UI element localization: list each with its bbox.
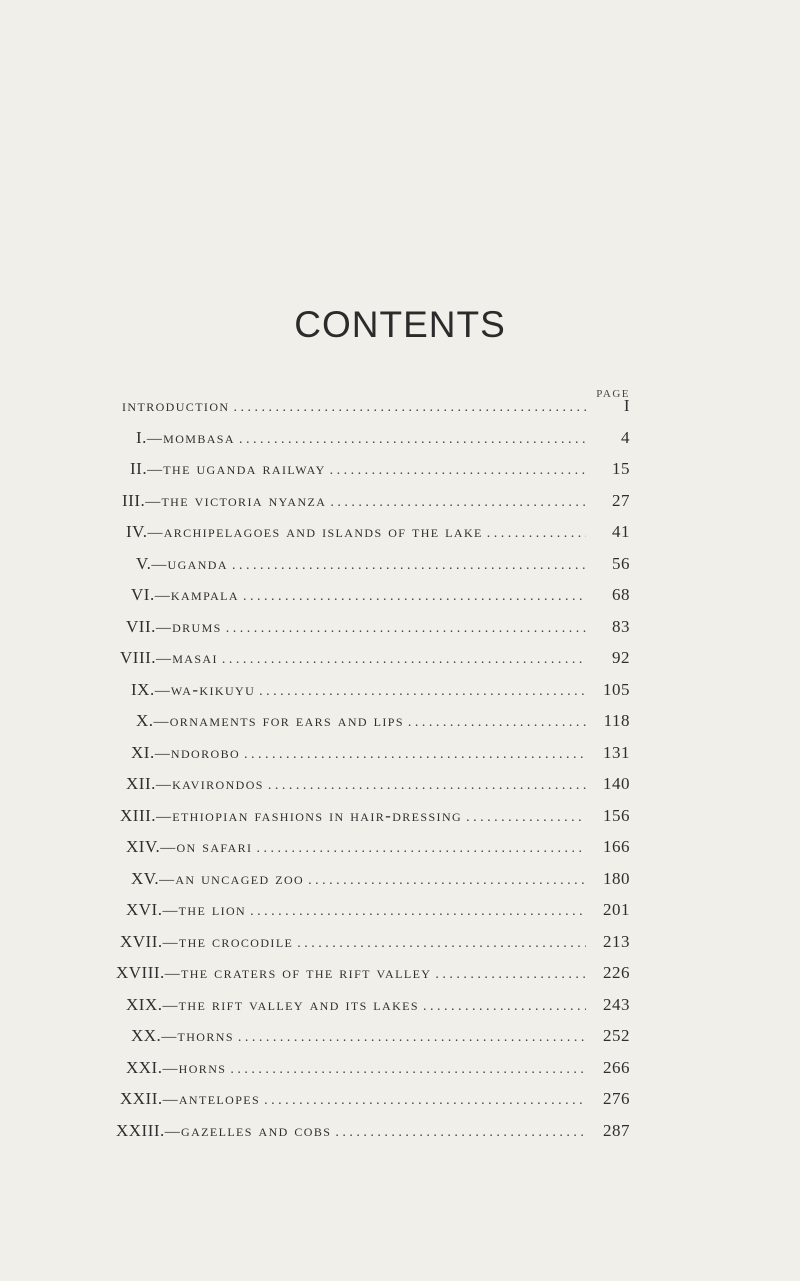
dot-leader: [297, 936, 586, 952]
em-dash: —: [159, 871, 176, 888]
em-dash: —: [162, 934, 179, 951]
chapter-title: the rift valley and its lakes: [178, 994, 419, 1014]
chapter-title: drums: [172, 616, 222, 636]
chapter-title: antelopes: [178, 1089, 261, 1108]
page-number: 15: [612, 459, 630, 478]
chapter-title: masai: [172, 648, 218, 667]
page-number: 201: [603, 900, 630, 919]
dot-leader: [423, 999, 586, 1015]
em-dash: —: [153, 714, 170, 730]
chapter-number: II.: [130, 459, 148, 478]
chapter-title: thorns: [177, 1026, 234, 1045]
dot-leader: [232, 558, 586, 574]
toc-entry: [126, 837, 630, 869]
chapter-title: kavirondos: [172, 774, 264, 793]
toc-entry: [116, 1121, 630, 1153]
toc-entry: [126, 995, 630, 1027]
page-number: 92: [612, 648, 630, 667]
page-number: 118: [603, 711, 630, 730]
chapter-number: XV.: [131, 868, 160, 888]
toc-entry: [126, 1058, 630, 1090]
em-dash: —: [147, 525, 164, 541]
dot-leader: [435, 967, 586, 983]
chapter-number: XI.: [131, 742, 155, 762]
toc-entry: [131, 1026, 630, 1058]
chapter-number: X.: [136, 711, 154, 730]
chapter-title: mombasa: [163, 427, 235, 447]
page-number: 41: [612, 522, 630, 541]
chapter-number: VIII.: [120, 648, 157, 667]
chapter-title: the lion: [178, 900, 247, 919]
toc-entry: [131, 743, 630, 775]
dot-leader: [250, 904, 586, 920]
em-dash: —: [154, 588, 171, 604]
em-dash: —: [151, 556, 168, 573]
em-dash: —: [160, 840, 177, 856]
toc-entry: [136, 711, 630, 743]
em-dash: —: [164, 1123, 181, 1140]
chapter-number: XXIII.: [116, 1120, 165, 1140]
em-dash: —: [162, 997, 179, 1014]
dot-leader: [466, 810, 586, 826]
em-dash: —: [155, 777, 173, 793]
chapter-title: archipelagoes and islands of the lake: [163, 522, 483, 541]
chapter-number: XIV.: [126, 837, 161, 856]
toc-entry: [126, 900, 630, 932]
dot-leader: [226, 621, 586, 637]
page-column-label: PAGE: [596, 388, 630, 400]
toc-entry: [122, 491, 630, 523]
dot-leader: [308, 873, 586, 889]
chapter-title: ndorobo: [170, 742, 241, 762]
chapter-title: ethiopian fashions in hair-dressing: [172, 805, 463, 825]
page-number: 276: [603, 1089, 630, 1108]
toc-entry: [131, 585, 630, 617]
page-number: 156: [603, 805, 630, 825]
em-dash: —: [156, 651, 173, 667]
chapter-title: horns: [178, 1057, 227, 1077]
em-dash: —: [146, 430, 164, 447]
dot-leader: [330, 463, 586, 479]
dot-leader: [487, 526, 586, 542]
dot-leader: [335, 1125, 586, 1141]
dot-leader: [244, 747, 586, 763]
chapter-number: XII.: [126, 774, 156, 793]
em-dash: —: [162, 903, 179, 919]
page-number: 213: [603, 931, 630, 951]
toc-entry: [126, 774, 630, 806]
page-number: 166: [603, 837, 630, 856]
toc-entry: [131, 869, 630, 901]
page-number: 105: [603, 679, 630, 699]
chapter-title: gazelles and cobs: [181, 1120, 332, 1140]
em-dash: —: [162, 1060, 179, 1077]
chapter-title: the victoria nyanza: [161, 490, 327, 510]
em-dash: —: [164, 966, 181, 982]
chapter-number: XVIII.: [116, 963, 165, 982]
dot-leader: [408, 715, 586, 731]
dot-leader: [233, 400, 586, 416]
em-dash: —: [156, 808, 173, 825]
em-dash: —: [154, 682, 171, 699]
chapter-title: introduction: [122, 396, 230, 415]
page-number: 56: [612, 553, 630, 573]
page-number: 4: [621, 427, 630, 447]
page-number: 226: [603, 963, 630, 982]
chapter-title: wa-kikuyu: [170, 679, 256, 699]
toc-entry: [131, 680, 630, 712]
toc-entry: [116, 963, 630, 995]
page-number: 68: [612, 585, 630, 604]
dot-leader: [238, 1030, 586, 1046]
toc-entry: [120, 648, 630, 680]
page-number: 27: [612, 490, 630, 510]
toc-entry: [126, 617, 630, 649]
dot-leader: [222, 652, 586, 668]
dot-leader: [268, 778, 586, 794]
toc-entry: [120, 1089, 630, 1121]
page-number: 266: [603, 1057, 630, 1077]
chapter-number: XIX.: [126, 994, 163, 1014]
toc-entry: [136, 428, 630, 460]
page-number: 83: [612, 616, 630, 636]
page-number: 180: [603, 868, 630, 888]
page-number: 131: [603, 742, 630, 762]
em-dash: —: [161, 1029, 178, 1045]
dot-leader: [239, 432, 586, 448]
dot-leader: [256, 841, 586, 857]
em-dash: —: [155, 619, 173, 636]
chapter-number: V.: [136, 553, 152, 573]
chapter-title: ornaments for ears and lips: [169, 711, 404, 730]
toc-entry: [122, 396, 630, 428]
dot-leader: [330, 495, 586, 511]
toc-entry: [136, 554, 630, 586]
em-dash: —: [154, 745, 171, 762]
page-title: CONTENTS: [294, 304, 506, 345]
toc-entry: [120, 932, 630, 964]
chapter-title: an uncaged zoo: [175, 868, 305, 888]
chapter-number: IX.: [131, 679, 155, 699]
chapter-title: kampala: [170, 585, 239, 604]
chapter-title: uganda: [167, 553, 228, 573]
chapter-number: XVI.: [126, 900, 163, 919]
dot-leader: [264, 1093, 586, 1109]
em-dash: —: [147, 462, 164, 478]
page-number: 287: [603, 1120, 630, 1140]
chapter-number: I.: [136, 427, 147, 447]
page-number: 252: [603, 1026, 630, 1045]
chapter-number: XXI.: [126, 1057, 163, 1077]
dot-leader: [259, 684, 586, 700]
chapter-number: IV.: [126, 522, 148, 541]
chapter-number: XX.: [131, 1026, 162, 1045]
em-dash: —: [162, 1092, 179, 1108]
page-number: 243: [603, 994, 630, 1014]
chapter-number: VI.: [131, 585, 155, 604]
toc-entry: [120, 806, 630, 838]
dot-leader: [243, 589, 586, 605]
toc-entry: [130, 459, 630, 491]
toc-entry: [126, 522, 630, 554]
em-dash: —: [145, 493, 162, 510]
chapter-title: the craters of the rift valley: [181, 963, 432, 982]
chapter-title: on safari: [176, 837, 253, 856]
page-number: 140: [603, 774, 630, 793]
chapter-number: VII.: [126, 616, 156, 636]
chapter-number: XVII.: [120, 931, 163, 951]
chapter-title: the crocodile: [178, 931, 294, 951]
chapter-number: XXII.: [120, 1089, 163, 1108]
chapter-number: XIII.: [120, 805, 157, 825]
dot-leader: [230, 1062, 586, 1078]
page-number: I: [623, 396, 630, 415]
chapter-number: III.: [122, 490, 146, 510]
chapter-title: the uganda railway: [163, 459, 326, 478]
